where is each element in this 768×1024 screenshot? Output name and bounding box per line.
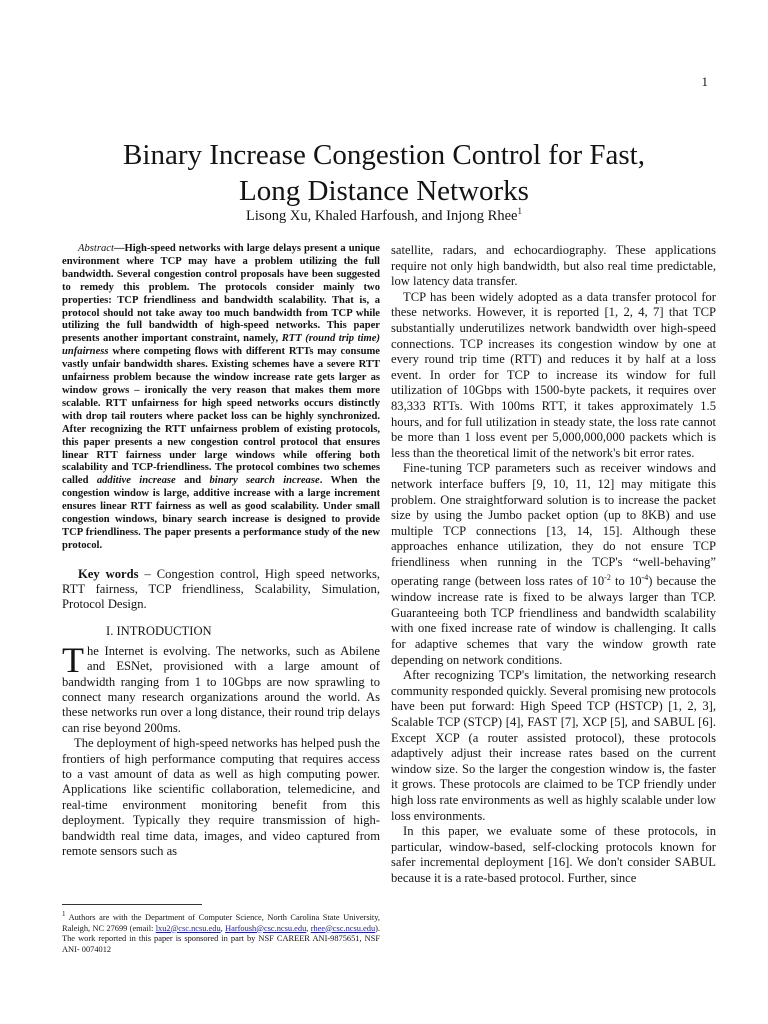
author-footnote-mark: 1 [517, 206, 522, 216]
footnote [62, 904, 380, 956]
intro-paragraph-2: The deployment of high-speed networks has helped push the frontiers of high performance computing that requires access to a vast amount of data as well as high computing power. Applications like scientific collaboration, telemedicine, and real-time environment monitoring benefit from this deployment. Typically they require transmission of high-bandwidth real time data, images, and video captured from remote sensors such as [62, 736, 380, 859]
abstract-text-3: . When the congestion window is large, additive increase with a large increment ensures linear RTT fairness as well as good scalability. Under small congestion windows, binary search increase is designed to provide TCP friendliness. The paper presents a performance study of the new protocol. [62, 475, 380, 551]
paper-title [0, 137, 768, 209]
abstract-and: and [175, 475, 210, 487]
email-link-rhee[interactable]: rhee@csc.ncsu.edu [310, 923, 376, 933]
author-list [0, 206, 768, 225]
right-paragraph-0: satellite, radars, and echocardiography. These applications require not only high bandwidth, but also real time predictable, low latency data transfer. [391, 243, 716, 289]
right-paragraph-1: TCP has been widely adopted as a data transfer protocol for these networks. However, it is reported [1, 2, 4, 7] that TCP substantially underutilizes network bandwidth over high-speed connections. TCP increases its congestion window by one at every round trip time (RTT) and reduces it by half at a loss event. In order for TCP to increase its window for full utilization of 10Gbps with 1500-byte packets, it requires over 83,333 RTTs. With 100ms RTT, it takes approximately 1.5 hours, and for full utilization in steady state, the loss rate cannot be more than 1 loss event per 5,000,000,000 packets which is less than the theoretical limit of the network's bit error rates. [391, 289, 716, 460]
abstract [62, 243, 380, 553]
keywords-text: – Congestion control, High speed networks, RTT fairness, TCP friendliness, Scalability, Simulation, Protocol Design. [62, 566, 381, 611]
right-paragraph-2-text-a: Fine-tuning TCP parameters such as receiver windows and network interface buffers [9, 10, 11, 12] may mitigate this problem. One straightforward solution is to increase the packet size by using the Jumbo packet option (up to 8KB) and use multiple TCP connections [13, 14, 15]. Although these approaches enhance utilization, they do not ensure TCP friendliness when running in the TCP's “well-behaving” operating range (between loss rates of 10 [391, 461, 716, 589]
exponent-2: -4 [641, 573, 649, 583]
title-line-1: Binary Increase Congestion Control for Fast, [123, 139, 645, 172]
keywords [62, 567, 380, 612]
keywords-label: Key words [78, 566, 139, 581]
right-paragraph-2 [391, 461, 716, 668]
title-line-2: Long Distance Networks [239, 175, 529, 208]
page-number: 1 [701, 74, 708, 89]
abstract-dash: — [113, 243, 125, 254]
footnote-sep-2: , [306, 923, 311, 933]
footnote-sep-1: , [220, 923, 226, 933]
footnote-mark: 1 [62, 910, 66, 918]
right-paragraph-2-to: to 10 [610, 574, 642, 589]
right-paragraph-4: In this paper, we evaluate some of these protocols, in particular, window-based, self-clocking protocols known for safer incremental deployment [16]. We don't consider SABUL because it is a rate-based protocol. Further, since [391, 824, 716, 885]
abstract-lead: Abstract [78, 243, 114, 254]
footnote-text-2: ). The work reported in this paper is sponsored in part by NSF CAREER ANI-9875651, NSF ANI- 0074012 [62, 923, 381, 954]
left-column [62, 243, 380, 859]
email-link-xu[interactable]: lxu2@csc.ncsu.edu [155, 923, 221, 933]
section-heading-introduction: I. INTRODUCTION [106, 623, 212, 638]
email-link-harfoush[interactable]: Harfoush@csc.ncsu.edu [225, 923, 307, 933]
exponent-1: -2 [604, 573, 611, 583]
abstract-text-2: where competing flows with different RTTs may consume vastly unfair bandwidth shares. Existing schemes have a severe RTT unfairness problem because the window increase rate gets larger as window grows – ironically the very reason that makes them more scalable. RTT unfairness for high speed networks occurs distinctly with drop tail routers where packet loss can be highly synchronized. After recognizing the RTT unfairness problem of existing protocols, this paper presents a new congestion control protocol that ensures linear RTT fairness under large windows while offering both scalability and TCP-friendliness. The protocol combines two schemes called [62, 346, 380, 487]
abstract-additive-term: additive increase [96, 475, 176, 487]
author-names: Lisong Xu, Khaled Harfoush, and Injong Rhee [246, 207, 518, 224]
right-paragraph-3: After recognizing TCP's limitation, the networking research community responded quickly. Several promising new protocols have been put forward: High Speed TCP (HSTCP) [1, 2, 3], Scalable TCP (STCP) [4], FAST [7], XCP [5], and SABUL [6]. Except XCP (a router assisted protocol), these protocols adaptively adjust their increase rates based on the current window size. So the larger the congestion window is, the faster it grows. These protocols are claimed to be TCP friendly under high loss rate environments as well as highly scalable under low loss environments. [391, 668, 716, 823]
abstract-binary-term: binary search increase [209, 475, 320, 487]
footnote-text-1: Authors are with the Department of Computer Science, North Carolina State University, Raleigh, NC 27699 (email: [62, 912, 380, 933]
right-paragraph-2-text-b: ) because the window increase rate is fixed to be always larger than TCP. Guaranteeing both TCP friendliness and bandwidth scalability with one fixed increase rate of window is challenging. It calls for adaptive schemes that vary the window growth rate depending on network conditions. [391, 574, 717, 667]
right-column [391, 243, 716, 887]
abstract-rtt-term: RTT (round trip time) unfairness [62, 333, 380, 358]
intro-paragraph-1-text: he Internet is evolving. The networks, such as Abilene and ESNet, provisioned with a large amount of bandwidth ranging from 1 to 10Gbps are now sprawling to connect many research organizations around the world. As these networks run over a long distance, their round trip delays can rise beyond 200ms. [62, 643, 380, 735]
drop-cap: T [62, 639, 84, 680]
footnote-rule [62, 904, 202, 905]
abstract-text-1: High-speed networks with large delays present a unique environment where TCP may have a problem utilizing the full bandwidth. Several congestion control proposals have been suggested to remedy this problem. The protocols consider mainly two properties: TCP friendliness and bandwidth scalability. That is, a protocol should not take away too much bandwidth from TCP while utilizing the full bandwidth of high-speed networks. This paper presents another important constraint, namely, [62, 243, 380, 345]
intro-paragraph-1 [62, 639, 380, 736]
